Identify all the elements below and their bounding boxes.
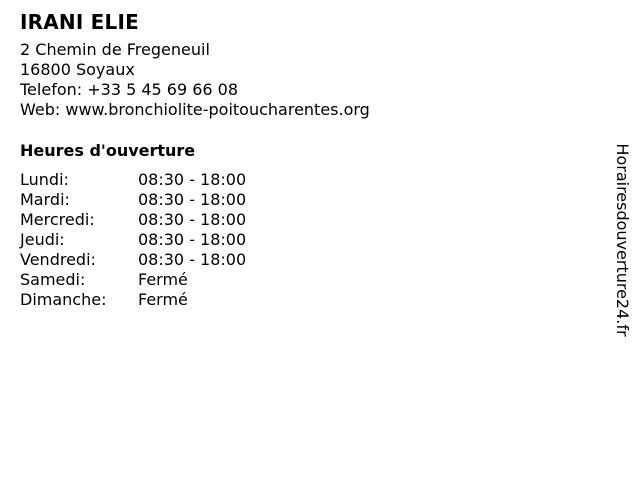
hours-row-sunday	[20, 290, 580, 310]
day-time: Fermé	[138, 290, 188, 309]
day-time: 08:30 - 18:00	[138, 190, 247, 209]
day-time: Fermé	[138, 270, 188, 289]
day-label: Samedi:	[20, 270, 86, 289]
business-name: IRANI ELIE	[20, 10, 139, 34]
day-label: Mardi:	[20, 190, 70, 209]
day-label: Dimanche:	[20, 290, 107, 309]
opening-hours-title: Heures d'ouverture	[20, 141, 196, 160]
opening-hours-table	[20, 170, 580, 310]
day-label: Lundi:	[20, 170, 69, 189]
hours-row-tuesday	[20, 190, 580, 210]
day-time: 08:30 - 18:00	[138, 230, 247, 249]
day-label: Mercredi:	[20, 210, 95, 229]
day-label: Vendredi:	[20, 250, 96, 269]
hours-row-friday	[20, 250, 580, 270]
day-time: 08:30 - 18:00	[138, 210, 247, 229]
hours-row-saturday	[20, 270, 580, 290]
day-time: 08:30 - 18:00	[138, 170, 247, 189]
hours-row-thursday	[20, 230, 580, 250]
day-label: Jeudi:	[20, 230, 65, 249]
website: Web: www.bronchiolite-poitoucharentes.org	[20, 100, 370, 119]
hours-row-wednesday	[20, 210, 580, 230]
hours-row-monday	[20, 170, 580, 190]
site-brand-vertical: Horairesdouverture24.fr	[613, 143, 632, 337]
address-street: 2 Chemin de Fregeneuil	[20, 40, 210, 59]
day-time: 08:30 - 18:00	[138, 250, 247, 269]
address-city: 16800 Soyaux	[20, 60, 135, 79]
business-card	[20, 8, 580, 310]
phone-number: Telefon: +33 5 45 69 66 08	[20, 80, 239, 99]
